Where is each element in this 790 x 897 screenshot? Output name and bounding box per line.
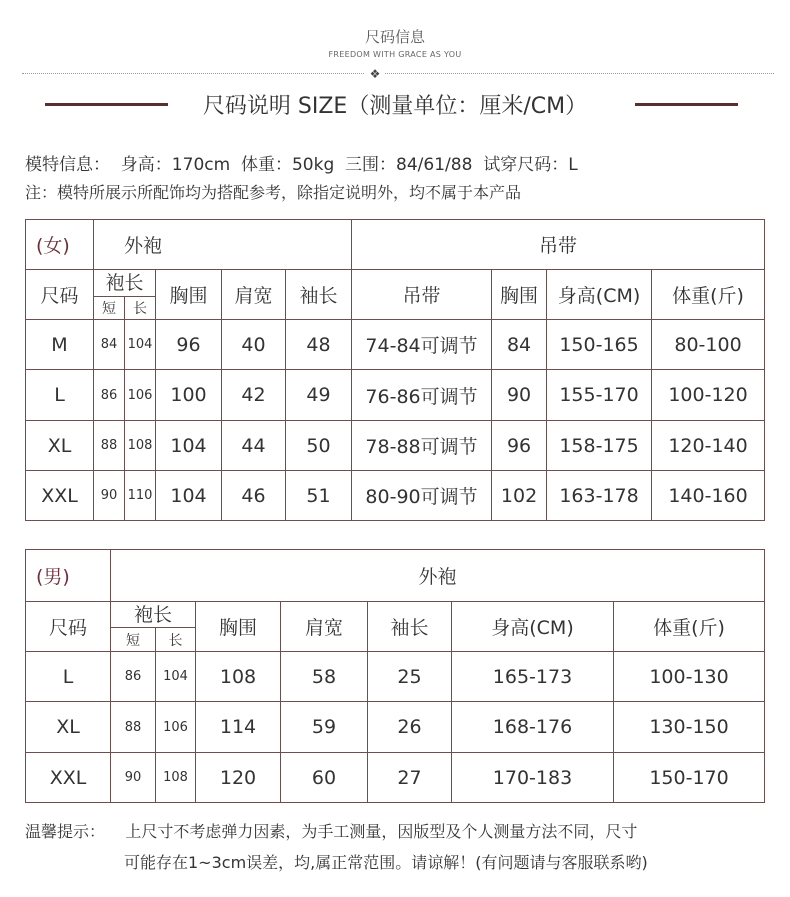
header-weight: 体重(斤) xyxy=(614,602,765,652)
chest-cell: 96 xyxy=(156,320,222,370)
chest-cell: 114 xyxy=(196,702,281,753)
header-weight: 体重(斤) xyxy=(652,270,765,320)
height-cell: 165-173 xyxy=(452,652,614,702)
chest-cell: 120 xyxy=(196,753,281,803)
shoulder-cell: 44 xyxy=(222,421,286,471)
title-rule-right xyxy=(635,103,738,106)
header-height: 身高(CM) xyxy=(547,270,652,320)
size-cell: XL xyxy=(26,421,94,471)
sleeve-cell: 48 xyxy=(286,320,352,370)
robe-long-cell: 104 xyxy=(156,652,196,702)
table-row xyxy=(26,702,765,753)
men-caption: (男) xyxy=(26,550,111,602)
header-sleeve: 袖长 xyxy=(286,270,352,320)
shoulder-cell: 46 xyxy=(222,471,286,521)
robe-short-cell: 88 xyxy=(111,702,156,753)
women-caption: (女) xyxy=(26,220,94,270)
header-sling-chest: 胸围 xyxy=(492,270,547,320)
header-chest: 胸围 xyxy=(156,270,222,320)
header-chest: 胸围 xyxy=(196,602,281,652)
shoulder-cell: 42 xyxy=(222,370,286,421)
header-robe-length: 袍长 xyxy=(94,270,156,297)
robe-short-cell: 90 xyxy=(94,471,125,521)
weight-cell: 100-120 xyxy=(652,370,765,421)
accessory-note: 注：模特所展示所配饰均为搭配参考，除指定说明外，均不属于本产品 xyxy=(25,183,522,202)
men-size-table xyxy=(25,549,765,803)
weight-cell: 100-130 xyxy=(614,652,765,702)
men-robe-title: 外袍 xyxy=(111,550,765,602)
header-long: 长 xyxy=(156,628,196,652)
sleeve-cell: 50 xyxy=(286,421,352,471)
robe-long-cell: 108 xyxy=(125,421,156,471)
weight-cell: 80-100 xyxy=(652,320,765,370)
weight-cell: 150-170 xyxy=(614,753,765,803)
size-title: 尺码说明 SIZE（测量单位：厘米/CM） xyxy=(202,94,588,119)
sling-cell: 74-84可调节 xyxy=(352,320,492,370)
weight-cell: 140-160 xyxy=(652,471,765,521)
sling-cell: 80-90可调节 xyxy=(352,471,492,521)
size-cell: XL xyxy=(26,702,111,753)
header-title-en: FREEDOM WITH GRACE AS YOU xyxy=(328,50,462,59)
table-row xyxy=(26,421,765,471)
size-cell: M xyxy=(26,320,94,370)
chest-cell: 108 xyxy=(196,652,281,702)
table-row xyxy=(26,471,765,521)
sleeve-cell: 51 xyxy=(286,471,352,521)
table-row xyxy=(26,370,765,421)
header-sling: 吊带 xyxy=(352,270,492,320)
header-height: 身高(CM) xyxy=(452,602,614,652)
chest-cell: 104 xyxy=(156,421,222,471)
women-size-table xyxy=(25,219,765,521)
robe-short-cell: 86 xyxy=(94,370,125,421)
header-long: 长 xyxy=(125,297,156,320)
header-robe-length: 袍长 xyxy=(111,602,196,628)
sleeve-cell: 49 xyxy=(286,370,352,421)
robe-long-cell: 106 xyxy=(156,702,196,753)
header-short: 短 xyxy=(111,628,156,652)
tips-line-2: 可能存在1~3cm误差，均,属正常范围。请谅解！(有问题请与客服联系哟) xyxy=(124,853,648,872)
table-row xyxy=(26,320,765,370)
women-sling-title: 吊带 xyxy=(352,220,765,270)
sleeve-cell: 25 xyxy=(368,652,452,702)
shoulder-cell: 60 xyxy=(281,753,368,803)
size-cell: L xyxy=(26,652,111,702)
sling-chest-cell: 102 xyxy=(492,471,547,521)
size-cell: L xyxy=(26,370,94,421)
height-cell: 170-183 xyxy=(452,753,614,803)
robe-long-cell: 106 xyxy=(125,370,156,421)
robe-short-cell: 88 xyxy=(94,421,125,471)
women-robe-title: 外袍 xyxy=(94,220,352,270)
sling-chest-cell: 84 xyxy=(492,320,547,370)
weight-cell: 120-140 xyxy=(652,421,765,471)
header-shoulder: 肩宽 xyxy=(222,270,286,320)
robe-long-cell: 110 xyxy=(125,471,156,521)
sling-cell: 76-86可调节 xyxy=(352,370,492,421)
robe-short-cell: 86 xyxy=(111,652,156,702)
header-size: 尺码 xyxy=(26,602,111,652)
sling-cell: 78-88可调节 xyxy=(352,421,492,471)
header-shoulder: 肩宽 xyxy=(281,602,368,652)
robe-long-cell: 104 xyxy=(125,320,156,370)
weight-cell: 130-150 xyxy=(614,702,765,753)
header-sleeve: 袖长 xyxy=(368,602,452,652)
header-short: 短 xyxy=(94,297,125,320)
height-cell: 163-178 xyxy=(547,471,652,521)
size-cell: XXL xyxy=(26,471,94,521)
robe-short-cell: 90 xyxy=(111,753,156,803)
shoulder-cell: 59 xyxy=(281,702,368,753)
height-cell: 155-170 xyxy=(547,370,652,421)
table-row xyxy=(26,753,765,803)
robe-long-cell: 108 xyxy=(156,753,196,803)
sling-chest-cell: 90 xyxy=(492,370,547,421)
diamond-divider-icon: ❖ xyxy=(365,64,385,84)
table-row xyxy=(26,652,765,702)
model-info: 模特信息： 身高：170cm 体重：50kg 三围：84/61/88 试穿尺码：L xyxy=(25,155,578,175)
sleeve-cell: 27 xyxy=(368,753,452,803)
shoulder-cell: 58 xyxy=(281,652,368,702)
sleeve-cell: 26 xyxy=(368,702,452,753)
height-cell: 150-165 xyxy=(547,320,652,370)
robe-short-cell: 84 xyxy=(94,320,125,370)
chest-cell: 100 xyxy=(156,370,222,421)
size-cell: XXL xyxy=(26,753,111,803)
shoulder-cell: 40 xyxy=(222,320,286,370)
header-title-cn: 尺码信息 xyxy=(364,28,425,46)
height-cell: 158-175 xyxy=(547,421,652,471)
tips-line-1: 温馨提示： 上尺寸不考虑弹力因素，为手工测量，因版型及个人测量方法不同，尺寸 xyxy=(25,822,638,841)
height-cell: 168-176 xyxy=(452,702,614,753)
sling-chest-cell: 96 xyxy=(492,421,547,471)
header-size: 尺码 xyxy=(26,270,94,320)
chest-cell: 104 xyxy=(156,471,222,521)
dotted-divider xyxy=(22,73,774,74)
